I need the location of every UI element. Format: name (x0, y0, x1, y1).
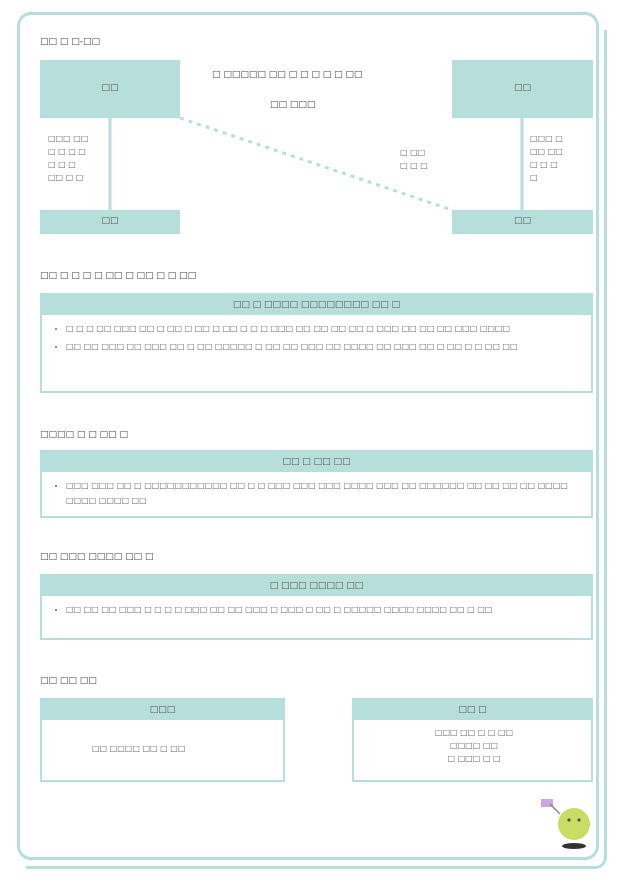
right-line: □ □ □ (530, 160, 558, 169)
mascot-eye (577, 818, 580, 821)
section5-title: □□ □□ □□ (40, 676, 97, 686)
section3-panel (40, 450, 593, 518)
right-panel-line: □ □□□ □ □ (447, 754, 501, 763)
right-panel-line: □□□□ □□ (450, 741, 498, 750)
section2-title: □□ □ □ □ □ □□ □ □□ □ □ □□ (40, 271, 197, 281)
section3-title: □□□□ □ □ □□ □ (40, 430, 128, 440)
mascot-stick (550, 804, 560, 814)
box-bottom-left-label: □□ (101, 216, 119, 226)
mascot-body (558, 808, 590, 840)
mascot-shadow (562, 843, 586, 849)
list-item: • □ □ □ □□ □□□ □□ □ □□ □ □□ □ □□ □ □ □ □□□ □□ □□ □□ □□ □ □□□ □□ □□ □□ □□□ □□□□ (66, 321, 581, 336)
section4-panel (40, 574, 593, 640)
center-line-1: □ □□□□□ □□ □ □ □ □ □ □□ (212, 70, 363, 80)
section5-right-panel (352, 698, 593, 782)
section5-right-body (404, 726, 544, 765)
list-item: • □□ □□ □□□ □□ □□□ □□ □ □□ □□□□□ □ □□ □□ □□□ □□ □□□□ □□ □□□ □□ □ □□ □ □ □□ □□ (66, 339, 581, 354)
box-bottom-left (40, 210, 180, 234)
section4-header: □ □□□ □□□□ □□ (42, 576, 591, 596)
left-line: □□ □ □ (48, 173, 84, 182)
center-text-block (400, 146, 428, 172)
left-line: □ □ □ □ (48, 147, 86, 156)
right-line: □□□ □ (530, 134, 563, 143)
section5-left-body: □□ □□□□ □□ □ □□ (92, 744, 186, 753)
center-line-2: □□ □□□ (270, 100, 316, 110)
right-line: □ (530, 173, 538, 182)
list-item: • □□ □□ □□ □□□ □ □ □ □ □□□ □□ □□ □□□ □ □□□ □ □□ □ □□□□□ □□□□ □□□□ □□ □ □□ (66, 602, 581, 617)
section4-list (42, 596, 591, 624)
mascot-eye (567, 818, 570, 821)
center-line: □ □ □ (400, 161, 428, 170)
right-line: □□ □□ (530, 147, 563, 156)
section5-left-header: □□□ (42, 700, 283, 720)
center-line: □ □□ (400, 148, 426, 157)
section4-title: □□ □□□ □□□□ □□ □ (40, 552, 154, 562)
right-text-block (530, 132, 563, 184)
section2-list (42, 315, 591, 361)
section5-left-panel (40, 698, 285, 782)
list-item: • □□□ □□□ □□ □ □□□□□□□□□□□ □□ □ □ □□□ □□□ □□□ □□□□ □□□ □□ □□□□□□ □□ □□ □□ □□ □□□□ □□□□ □□□□ □□ (66, 478, 581, 508)
section3-header: □□ □ □□ □□ (42, 452, 591, 472)
left-line: □ □ □ (48, 160, 76, 169)
section2-panel (40, 293, 593, 393)
section3-list (42, 472, 591, 515)
section5-right-header: □□ □ (354, 700, 591, 720)
left-line: □□□ □□ (48, 134, 89, 143)
right-panel-line: □□□ □□ □ □ □□ (434, 728, 514, 737)
box-bottom-right-label: □□ (513, 216, 531, 226)
box-top-right-label: □□ (513, 83, 531, 93)
section2-header: □□ □ □□□□ □□□□□□□□ □□ □ (42, 295, 591, 315)
mascot-icon (538, 796, 600, 854)
box-bottom-right (452, 210, 593, 234)
section1-title: □□ □ □-□□ (40, 37, 100, 47)
box-top-left-label: □□ (101, 83, 119, 93)
left-text-block (48, 132, 88, 184)
